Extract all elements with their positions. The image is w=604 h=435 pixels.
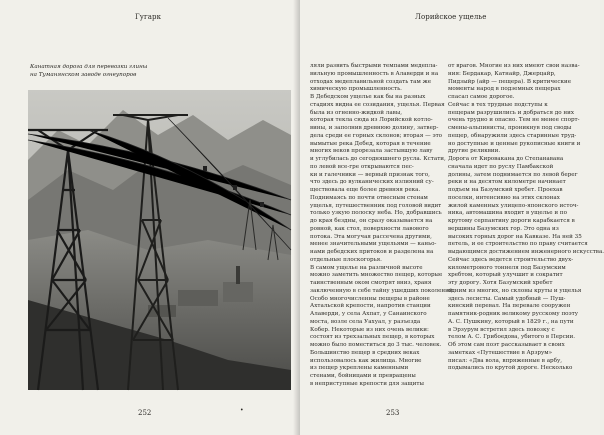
text-line: В самом ущелье на различной высоте	[310, 264, 423, 271]
text-line: жилой каменных улицепо-японского источ-	[448, 202, 579, 209]
text-line: вершины Базумских гор. Это одна из	[448, 225, 559, 232]
text-line: кинский перевал. На перевале сооружен	[448, 303, 571, 310]
text-line: от врагов. Многие из них имеют свои назва-	[448, 63, 580, 69]
left-running-head: Гугарк	[135, 13, 162, 21]
text-line: использовалось как жилища. Многие	[310, 357, 422, 364]
text-line: пещер, обнаружили здесь старинные труд-	[448, 132, 577, 139]
text-line: стенами, бойницами и превращены	[310, 373, 416, 379]
text-line: таинственным оком смотрят вниз, храня	[310, 280, 432, 286]
text-column-right	[448, 63, 604, 383]
text-line: заключенную в себе тайну ушедших поколений.	[310, 287, 455, 294]
text-line: одним из многих, но склоны круты и ущелья	[448, 287, 582, 294]
text-line: химическую промышленность.	[310, 86, 402, 93]
text-line: здесь лесисты. Самый удобный — Пуш-	[448, 295, 566, 302]
text-line: в неприступные крепости для защиты	[310, 380, 424, 387]
text-line: Большинство пещер в средних веках	[310, 349, 420, 356]
text-line: Алаверди, у села Ахпат, у Санаинского	[310, 311, 427, 317]
text-line: вымытые река Дебед, которая в течение	[310, 140, 431, 147]
ropeway-photo-illustration	[28, 90, 291, 390]
text-line: спасал самое дорогое.	[448, 94, 515, 100]
text-line: очень трудно и опасно. Тем не менее спорт-	[448, 117, 580, 124]
text-line: стадиях видна ее созидания, ущелья. Первая	[310, 101, 445, 108]
text-line: по левой все-гре открываются пес-	[310, 163, 414, 170]
right-page-number: 253	[386, 409, 400, 417]
text-line: что здесь до вулканических излияний су-	[310, 179, 434, 186]
text-line: Кобер. Некоторые из них очень велики:	[310, 326, 429, 333]
text-line: вины, и заполнив древнюю долину, затвер-	[310, 125, 439, 131]
text-line: долины, затем поднимается по левой берег	[448, 171, 578, 178]
text-line: Об этом сам поэт рассказывает в своих	[448, 342, 565, 348]
text-line: Ахтальской крепости, напротив станции	[310, 303, 431, 310]
text-line: смены-альпинисты, проникнув под своды	[448, 125, 572, 131]
text-line: пещерам разрушились и добраться до них	[448, 109, 574, 116]
text-line: из пещер укреплены каменными	[310, 365, 409, 372]
text-line: и углубилась до сегодняшнего русла. Кстати,	[310, 156, 446, 162]
text-line: ущелья, путешественник под головой видит	[310, 202, 442, 209]
right-running-head: Лорийское ущелье	[415, 13, 487, 21]
text-line: дела среди ее горных склонов; вторая — это	[310, 132, 443, 139]
text-line: которая текла сюда из Лорийской котло-	[310, 117, 433, 124]
photo-caption	[30, 63, 270, 79]
text-line: ществовала еще более древняя река.	[310, 187, 421, 193]
text-line: хребтом, который улучшит и сократит	[448, 272, 563, 279]
text-line: подъем на Базумский хребет. Проехав	[448, 187, 563, 193]
text-line: поселки, интенсивно на этих склонах	[448, 194, 560, 201]
text-line: вильную промышленность в Алаверди и на	[310, 70, 439, 77]
right-page	[240, 0, 604, 435]
text-line: была из огненно-жидкой лавы,	[310, 109, 403, 116]
text-line: километрового тоннеля под Базумским	[448, 264, 566, 271]
text-line: Дорога от Кировакана до Степанавана	[448, 156, 564, 162]
text-line: крутому серпантину дороги карабкается в	[448, 218, 575, 224]
text-line: менее значительными ущельями — каньо-	[310, 241, 437, 248]
text-line: Особо многочисленны пещеры в районе	[310, 295, 430, 302]
text-line: отдельные плоскогорья.	[310, 256, 382, 263]
text-line: но доступные и ценные рукописные книги и	[448, 140, 581, 147]
text-line: только узкую полоску неба. Но, добравшись	[310, 210, 442, 217]
text-line: ника, автомашина входит в ущелье и по	[448, 210, 567, 217]
text-line: в Эрзурум встретил здесь повозку с	[448, 326, 555, 333]
text-line: нами дебедских притоков и разделена на	[310, 249, 434, 255]
caption-line: Канатная дорога для перевозки глины	[30, 64, 148, 70]
text-line: ки и галечники — верный признак того,	[310, 171, 430, 178]
left-page-number: 252	[138, 409, 152, 417]
text-line: выдающимся достижением инженерного искусства.	[448, 249, 604, 255]
text-column-left	[310, 63, 455, 387]
text-line: подымались по крутой дороге. Несколько	[448, 365, 573, 372]
text-line: моменты народ в подземных пещерах	[448, 86, 561, 93]
text-line: реки и на десятом километре начинает	[448, 179, 566, 186]
text-line: отходах медеплавильной создать там же	[310, 78, 432, 85]
text-line: сначала идет по руслу Памбакской	[448, 163, 554, 170]
text-line: потока. Эта могучая рассечена другими,	[310, 233, 432, 240]
text-line: другие реликвии.	[448, 148, 501, 155]
text-line: Поднимаясь по почти отвесным стенам	[310, 194, 428, 201]
caption-line: на Туманянском заводе огнеупоров	[30, 72, 137, 78]
text-line: Сейчас здесь ведется строительство двух-	[448, 256, 574, 263]
text-line: многих веков прорезала застывшую лаву	[310, 148, 433, 155]
text-line: ляли развить быстрыми темпами медепла-	[310, 63, 438, 69]
text-line: Пидзыйр (айр — пещера). В критические	[448, 78, 572, 85]
text-line: состоят из трехзальных пещер, в которых	[310, 334, 435, 341]
text-line: до края бездны, он сразу оказывается на	[310, 218, 433, 224]
text-line: В Дебедском ущелье как бы на разных	[310, 94, 426, 100]
left-page	[0, 0, 300, 435]
photo-aerial-ropeway	[28, 90, 291, 390]
text-line: памятник-родник великому русскому поэту	[448, 311, 579, 317]
text-line: телом А. С. Грибоедова, убитого в Персии.	[448, 334, 575, 341]
text-line: моста, возле села Уахуал, у разъезда	[310, 318, 421, 325]
text-line: ровной, как стол, поверхности лавового	[310, 225, 429, 232]
text-line: можно было поместиться до 3 тыс. человек.	[310, 342, 442, 348]
text-line: эту дорогу. Хотя Базумский хребет	[448, 280, 553, 286]
text-line: высоких горных дорог на Кавказе. На ней 35	[448, 233, 582, 240]
page-mark: •	[240, 407, 244, 414]
text-line: петель, и ее строительство по праву считается	[448, 241, 588, 248]
text-line: ния: Бердакар, Катнайр, Джерцайр,	[448, 70, 556, 77]
text-line: можно заметить множество пещер, которые	[310, 272, 443, 279]
text-line: заметках «Путешествие в Арзрум»	[448, 349, 553, 356]
text-line: писал: «Два вола, впряженные в арбу,	[448, 357, 563, 364]
text-line: Сейчас в тех трудные подступы к	[448, 101, 548, 108]
text-line: А. С. Пушкину, который в 1829 г., на пути	[448, 318, 574, 325]
